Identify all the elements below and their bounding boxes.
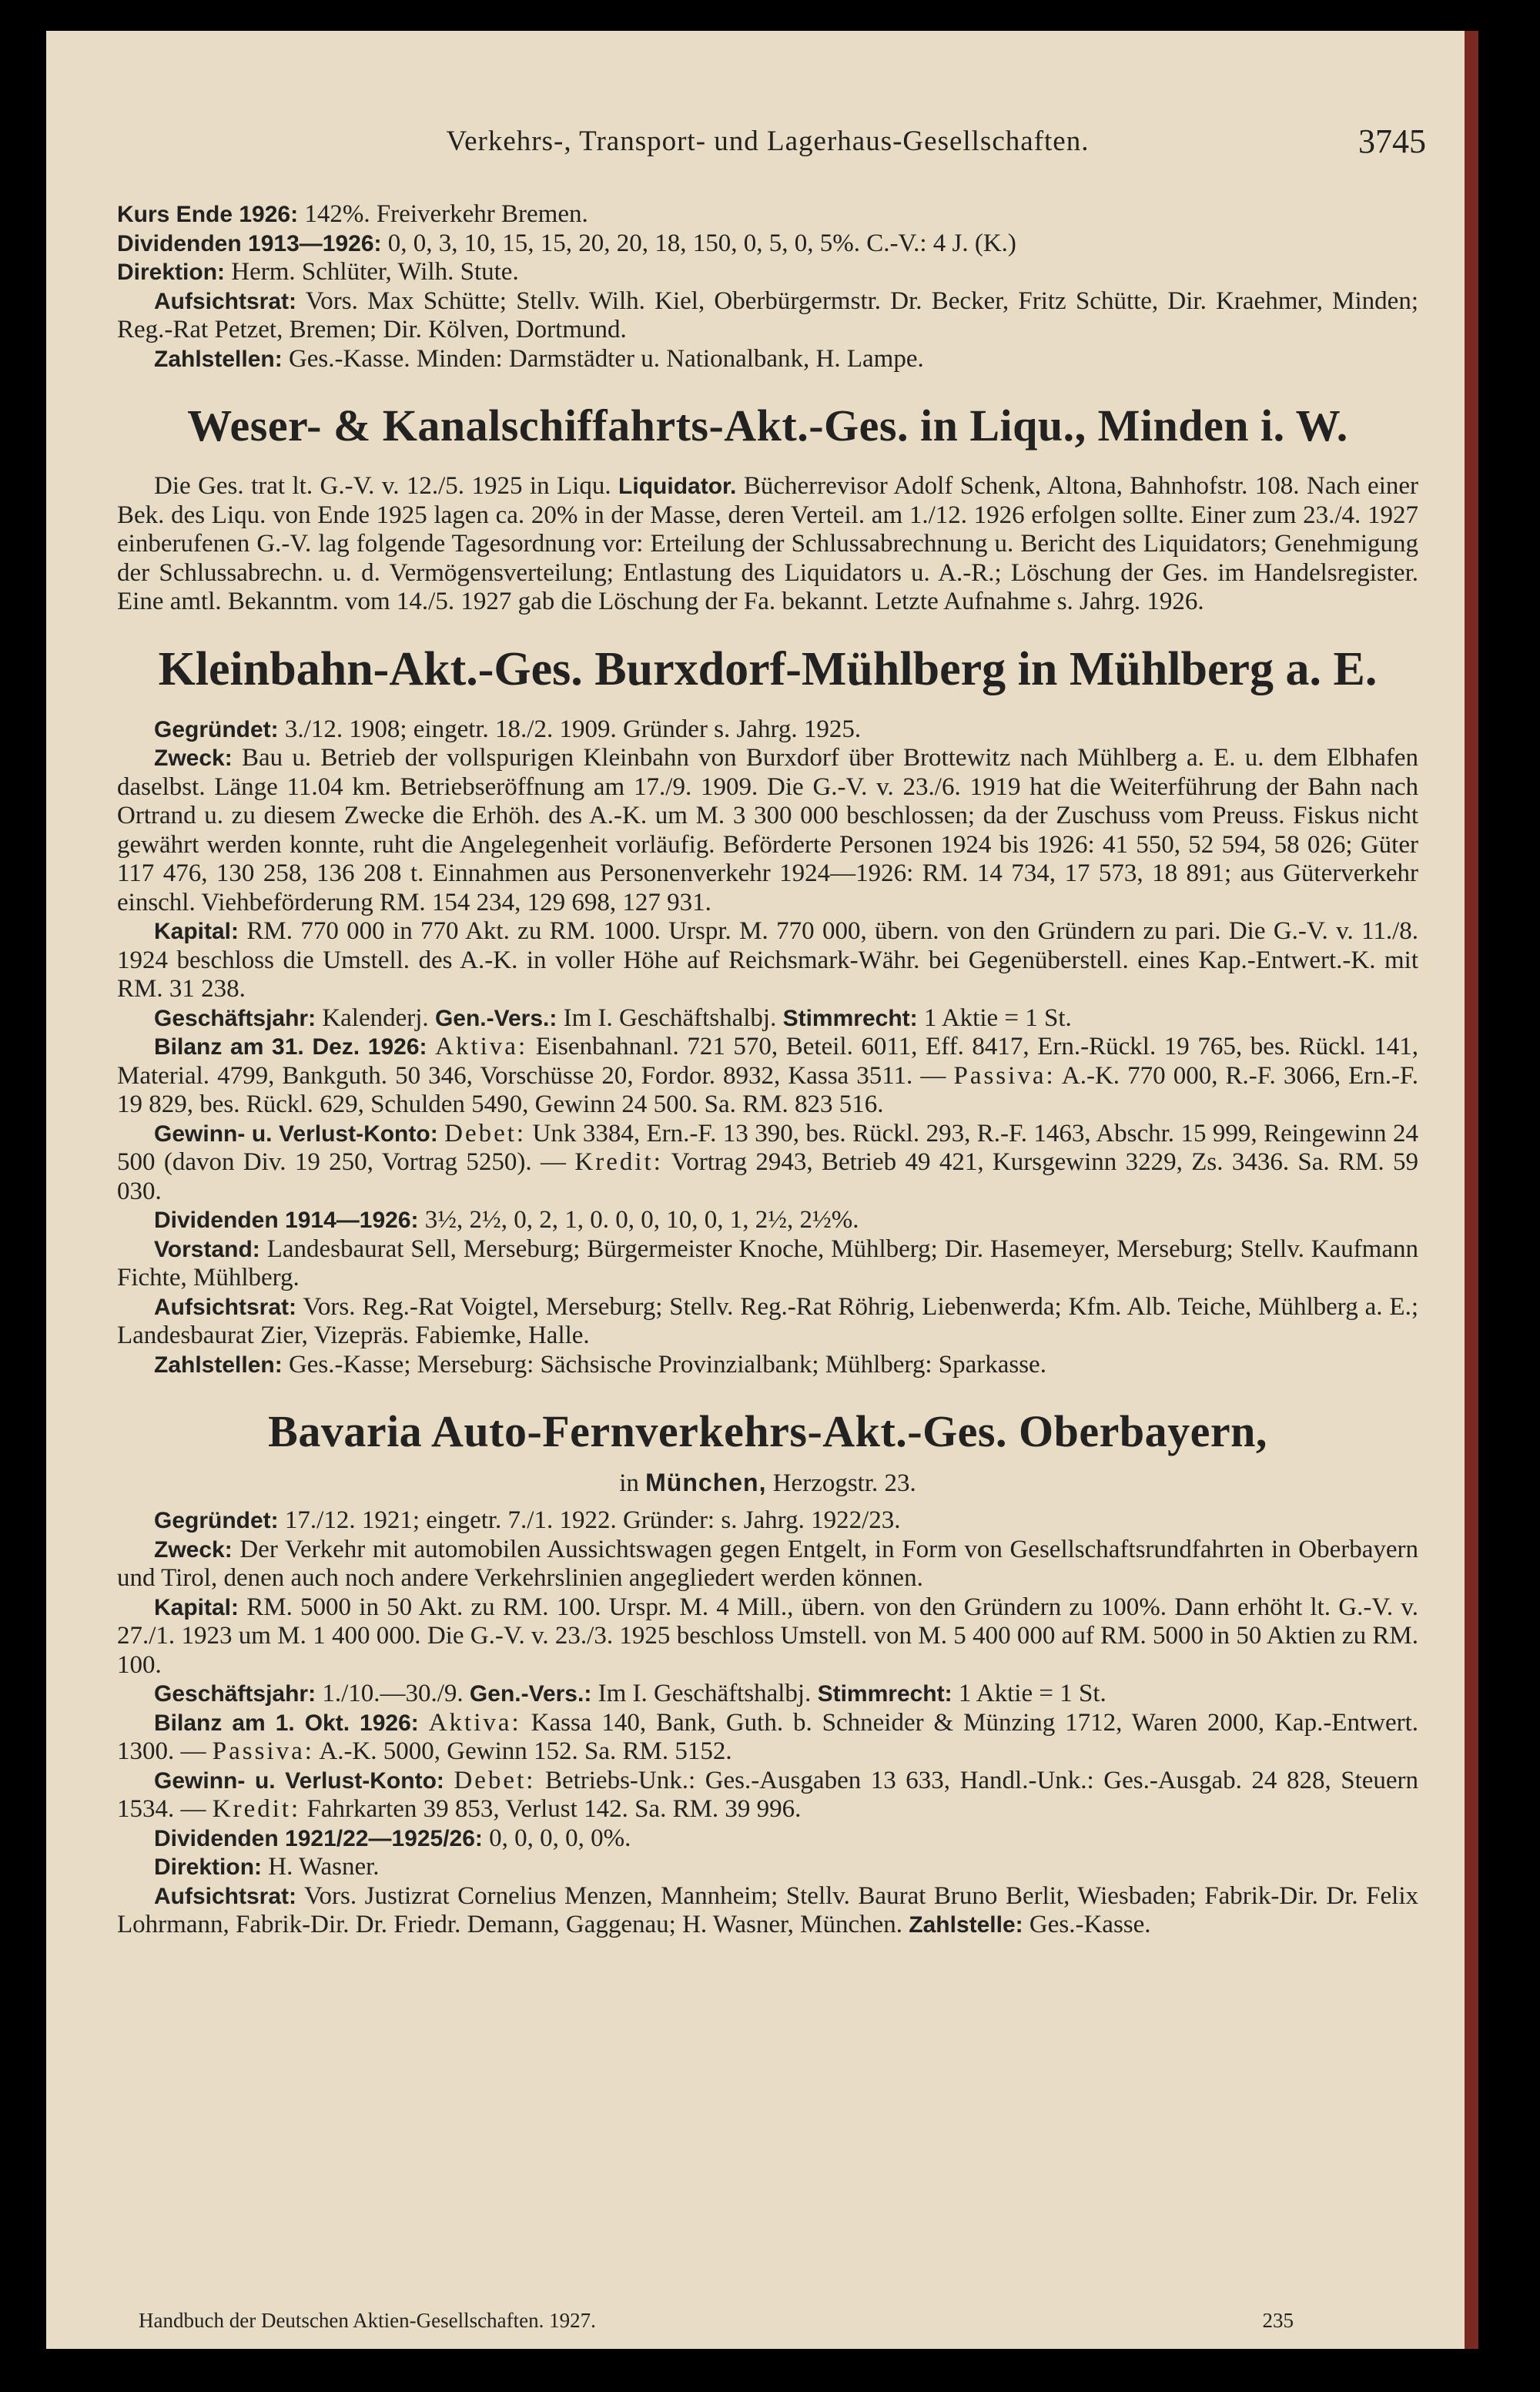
aufsichtsrat-text: Vors. Justizrat Cornelius Menzen, Mannheim; Stellv. Baurat Bruno Berlit, Wiesbaden; Fabrik-Dir. Dr. Felix Lohrmann, Fabrik-Dir. Dr. Friedr. Demann, Gaggenau; H. Wasner, München. <box>117 1881 1418 1938</box>
stimmrecht-label: Stimmrecht: <box>782 1005 918 1031</box>
bilanz-paragraph <box>117 1709 1418 1767</box>
entry-bavaria <box>117 1407 1418 1940</box>
company-subheading <box>117 1467 1418 1499</box>
page-content <box>117 31 1426 1938</box>
vorstand-paragraph <box>117 1235 1418 1293</box>
kurs-line <box>117 200 1418 229</box>
zahlstelle-text: Ges.-Kasse. <box>1029 1911 1151 1938</box>
sub-city: München, <box>645 1469 767 1496</box>
dividends-line <box>117 229 1418 259</box>
zweck-paragraph <box>117 744 1418 917</box>
company-heading: Kleinbahn-Akt.-Ges. Burxdorf-Mühlberg in Mühlberg a. E. <box>158 642 1378 695</box>
kredit-label: Kredit: <box>212 1795 301 1823</box>
vorstand-label: Vorstand: <box>154 1236 260 1262</box>
gegruendet-line <box>117 715 1418 745</box>
liquidation-text-1: Die Ges. trat lt. G.-V. v. 12./5. 1925 in Liqu. <box>154 472 611 500</box>
genvers-text: Im I. Geschäftshalbj. <box>563 1003 777 1032</box>
bilanz-paragraph <box>117 1033 1418 1120</box>
zahlstellen-line <box>117 345 1418 374</box>
company-heading: Bavaria Auto-Fernverkehrs-Akt.-Ges. Oberbayern, <box>268 1406 1267 1456</box>
aktiva-text: Eisenbahnanl. 721 570, Beteil. 6011, Eff. 8417, Ern.-Rückl. 19 765, bes. Rückl. 141, Material. 4799, Bankguth. 50 346, Vorschüsse 20, Fordor. 8932, Kassa 3511. — <box>117 1033 1418 1090</box>
bilanz-label: Bilanz am 31. Dez. 1926: <box>154 1034 427 1060</box>
passiva-text: A.-K. 5000, Gewinn 152. Sa. RM. 5152. <box>319 1737 732 1765</box>
footer-text: Handbuch der Deutschen Aktien-Gesellschaften. 1927. <box>139 2309 596 2332</box>
sub-in: in <box>619 1469 639 1497</box>
dividends-text: 0, 0, 3, 10, 15, 15, 20, 20, 18, 150, 0, 5, 0, 5%. C.-V.: 4 J. (K.) <box>387 229 1016 257</box>
zahlstellen-line <box>117 1351 1418 1380</box>
aufsichtsrat-text: Vors. Reg.-Rat Voigtel, Merseburg; Stellv. Reg.-Rat Röhrig, Liebenwerda; Kfm. Alb. Teiche, Mühlberg a. E.; Landesbaurat Zier, Vizepräs. Fabiemke, Halle. <box>117 1292 1419 1349</box>
gegruendet-label: Gegründet: <box>154 716 279 742</box>
direktion-line <box>117 258 1418 287</box>
geschaeftsjahr-text: Kalenderj. <box>322 1003 429 1032</box>
stimmrecht-label: Stimmrecht: <box>817 1681 952 1707</box>
direktion-text: Herm. Schlüter, Wilh. Stute. <box>231 258 519 286</box>
passiva-label: Passiva: <box>953 1061 1056 1090</box>
guv-paragraph <box>117 1767 1418 1824</box>
genvers-label: Gen.-Vers.: <box>469 1681 592 1707</box>
aktiva-label: Aktiva: <box>435 1033 528 1060</box>
geschaeftsjahr-line <box>117 1680 1418 1709</box>
geschaeftsjahr-label: Geschäftsjahr: <box>154 1005 316 1031</box>
footer-number: 235 <box>1262 2309 1294 2332</box>
zweck-label: Zweck: <box>154 1536 233 1563</box>
zweck-paragraph <box>117 1536 1418 1593</box>
page-number: 3745 <box>1358 122 1426 160</box>
liquidator-label: Liquidator. <box>618 474 737 499</box>
entry-continued <box>117 200 1418 374</box>
genvers-label: Gen.-Vers.: <box>434 1005 557 1031</box>
direktion-label: Direktion: <box>154 1854 263 1880</box>
running-head-title: Verkehrs-, Transport- und Lagerhaus-Gesellschaften. <box>446 126 1090 157</box>
zahlstellen-label: Zahlstellen: <box>154 346 283 372</box>
kredit-text: Fahrkarten 39 853, Verlust 142. Sa. RM. 39 996. <box>306 1795 802 1823</box>
kurs-text: 142%. Freiverkehr Bremen. <box>304 200 588 228</box>
gegruendet-text: 3./12. 1908; eingetr. 18./2. 1909. Gründer s. Jahrg. 1925. <box>284 715 862 743</box>
aufsichtsrat-paragraph <box>117 1882 1418 1940</box>
dividends-text: 3½, 2½, 0, 2, 1, 0. 0, 0, 10, 0, 1, 2½, 2½%. <box>424 1206 859 1234</box>
aufsichtsrat-text: Vors. Max Schütte; Stellv. Wilh. Kiel, Oberbürgermstr. Dr. Becker, Fritz Schütte, Dir. Kraehmer, Minden; Reg.-Rat Petzet, Bremen; Dir. Kölven, Dortmund. <box>117 286 1418 343</box>
entry-kleinbahn <box>117 642 1419 1380</box>
aufsichtsrat-line <box>117 287 1418 345</box>
dividends-label: Dividenden 1913—1926: <box>117 230 382 256</box>
dividends-line <box>117 1206 1418 1235</box>
gegruendet-label: Gegründet: <box>154 1508 279 1533</box>
vorstand-text: Landesbaurat Sell, Merseburg; Bürgermeister Knoche, Mühlberg; Dir. Hasemeyer, Merseburg; Stellv. Kaufmann Fichte, Mühlberg. <box>117 1235 1418 1291</box>
bilanz-label: Bilanz am 1. Okt. 1926: <box>154 1710 419 1736</box>
debet-text: Betriebs-Unk.: Ges.-Ausgaben 13 633, Handl.-Unk.: Ges.-Ausgab. 24 828, Steuern 1534. — <box>117 1766 1419 1823</box>
guv-label: Gewinn- u. Verlust-Konto: <box>154 1121 438 1147</box>
company-heading: Weser- & Kanalschiffahrts-Akt.-Ges. in Liqu., Minden i. W. <box>187 400 1348 451</box>
kapital-label: Kapital: <box>154 1594 239 1620</box>
zweck-text: Bau u. Betrieb der vollspurigen Kleinbahn von Burxdorf über Brottewitz nach Mühlberg a. E. u. dem Elbhafen daselbst. Länge 11.04 km. Betriebseröffnung am 17./9. 1909. Die G.-V. v. 23./6. 1919 hat die Weiterführung der Bahn nach Ortrand u. zu diesem Zwecke die Erhöh. des A.-K. um M. 3 300 000 beschlossen; da der Zuschuss vom Preuss. Fiskus nicht gewährt werden konnte, ruht die Angelegenheit vorläufig. Beförderte Personen 1924 bis 1926: 41 550, 52 594, 58 026; Güter 117 476, 130 258, 136 208 t. Einnahmen aus Personenverkehr 1924—1926: RM. 14 734, 17 573, 18 891; aus Güterverkehr einschl. Viehbeförderung RM. 154 234, 129 698, 127 931. <box>117 744 1419 916</box>
debet-text: Unk 3384, Ern.-F. 13 390, bes. Rückl. 293, R.-F. 1463, Abschr. 15 999, Reingewinn 24 500 (davon Div. 19 250, Vortrag 5250). — <box>117 1119 1418 1176</box>
genvers-text: Im I. Geschäftshalbj. <box>598 1680 812 1707</box>
aufsichtsrat-label: Aufsichtsrat: <box>154 1883 297 1909</box>
passiva-text: A.-K. 770 000, R.-F. 3066, Ern.-F. 19 829, bes. Rückl. 629, Schulden 5490, Gewinn 24 500. Sa. RM. 823 516. <box>117 1061 1419 1118</box>
dividends-label: Dividenden 1914—1926: <box>154 1208 419 1233</box>
zahlstellen-text: Ges.-Kasse. Minden: Darmstädter u. Nationalbank, H. Lampe. <box>288 344 924 373</box>
kredit-text: Vortrag 2943, Betrieb 49 421, Kursgewinn 3229, Zs. 3436. Sa. RM. 59 030. <box>117 1148 1419 1205</box>
geschaeftsjahr-label: Geschäftsjahr: <box>154 1681 316 1707</box>
running-head <box>117 31 1426 160</box>
entry-weser <box>117 401 1418 617</box>
guv-paragraph <box>117 1120 1418 1207</box>
kapital-paragraph <box>117 917 1418 1004</box>
aufsichtsrat-label: Aufsichtsrat: <box>154 288 297 314</box>
aufsichtsrat-label: Aufsichtsrat: <box>154 1294 297 1320</box>
aufsichtsrat-paragraph <box>117 1293 1418 1351</box>
kurs-label: Kurs Ende 1926: <box>117 202 299 227</box>
stimmrecht-text: 1 Aktie = 1 St. <box>958 1680 1106 1707</box>
liquidation-text-2: Bücherrevisor Adolf Schenk, Altona, Bahnhofstr. 108. Nach einer Bek. des Liqu. von Ende 1925 lagen ca. 20% in der Masse, deren Verteil. am 1./12. 1926 erfolgen sollte. Einer zum 23./4. 1927 einberufenen G.-V. lag folgende Tagesordnung vor: Erteilung der Schlussabrechnung u. Bericht des Liquidators; Genehmigung der Schlussabrechn. u. d. Vermögensverteilung; Entlastung des Liquidators u. A.-R.; Löschung der Ges. im Handelsregister. Eine amtl. Bekanntm. vom 14./5. 1927 gab die Löschung der Fa. bekannt. Letzte Aufnahme s. Jahrg. 1926. <box>117 472 1418 615</box>
debet-label: Debet: <box>444 1119 527 1147</box>
kapital-paragraph <box>117 1593 1418 1680</box>
geschaeftsjahr-line <box>117 1004 1418 1034</box>
direktion-text: H. Wasner. <box>268 1853 380 1881</box>
kredit-label: Kredit: <box>574 1148 663 1176</box>
direktion-label: Direktion: <box>117 260 226 285</box>
passiva-label: Passiva: <box>212 1737 314 1765</box>
sub-address: Herzogstr. 23. <box>772 1469 916 1497</box>
stimmrecht-text: 1 Aktie = 1 St. <box>923 1003 1072 1032</box>
dividends-text: 0, 0, 0, 0, 0%. <box>489 1824 631 1852</box>
guv-label: Gewinn- u. Verlust-Konto: <box>154 1767 444 1794</box>
kapital-text: RM. 5000 in 50 Akt. zu RM. 100. Urspr. M. 4 Mill., übern. von den Gründern zu 100%. Dann erhöht lt. G.-V. v. 27./1. 1923 um M. 1 400 000. Die G.-V. v. 23./3. 1925 beschloss Umstell. von M. 5 400 000 auf RM. 5000 in 50 Aktien zu RM. 100. <box>117 1593 1418 1679</box>
kapital-text: RM. 770 000 in 770 Akt. zu RM. 1000. Urspr. M. 770 000, übern. von den Gründern zu pari. Die G.-V. v. 11./8. 1924 beschloss die Umstell. des A.-K. in voller Höhe auf Reichsmark-Währ. bei Gegenüberstell. eines Kap.-Entwert.-K. mit RM. 31 238. <box>117 917 1418 1003</box>
zahlstellen-text: Ges.-Kasse; Merseburg: Sächsische Provinzialbank; Mühlberg: Sparkasse. <box>288 1350 1046 1379</box>
zahlstelle-label: Zahlstelle: <box>909 1912 1023 1938</box>
aktiva-text: Kassa 140, Bank, Guth. b. Schneider & Münzing 1712, Waren 2000, Kap.-Entwert. 1300. — <box>117 1708 1419 1765</box>
geschaeftsjahr-text: 1./10.—30./9. <box>322 1680 464 1707</box>
gegruendet-line <box>117 1506 1418 1536</box>
dividends-label: Dividenden 1921/22—1925/26: <box>154 1825 483 1851</box>
direktion-line <box>117 1853 1418 1882</box>
zahlstellen-label: Zahlstellen: <box>154 1352 283 1378</box>
liquidation-paragraph <box>117 472 1418 617</box>
aktiva-label: Aktiva: <box>428 1708 521 1737</box>
zweck-label: Zweck: <box>154 745 233 771</box>
page-sheet <box>46 31 1478 2349</box>
zweck-text: Der Verkehr mit automobilen Aussichtswagen gegen Entgelt, in Form von Gesellschaftsrundfahrten in Oberbayern und Tirol, denen auch noch andere Verkehrslinien angegliedert werden können. <box>117 1535 1419 1592</box>
kapital-label: Kapital: <box>154 919 239 944</box>
dividends-line <box>117 1824 1418 1854</box>
page-footer <box>139 2309 1294 2333</box>
gegruendet-text: 17./12. 1921; eingetr. 7./1. 1922. Gründer: s. Jahrg. 1922/23. <box>284 1506 901 1534</box>
page-body <box>117 200 1418 1940</box>
debet-label: Debet: <box>454 1766 536 1794</box>
